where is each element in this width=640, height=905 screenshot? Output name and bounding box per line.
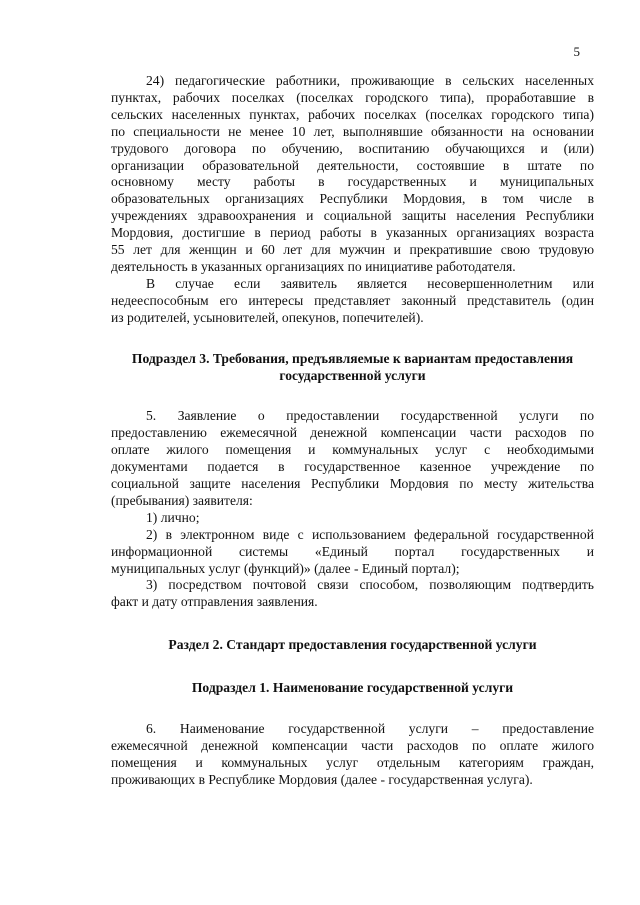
text-line: В случае если заявитель является несовершеннолетним или bbox=[146, 275, 594, 291]
text-line: (пребывания) заявителя: bbox=[111, 492, 253, 508]
text-line: деятельность в указанных организациях по инициативе работодателя. bbox=[111, 258, 516, 274]
text-line: сельских населенных пунктах, рабочих поселках (поселках городского типа) bbox=[111, 106, 594, 122]
text-line: из родителей, усыновителей, опекунов, попечителей). bbox=[111, 309, 424, 325]
heading-line: Подраздел 3. Требования, предъявляемые к вариантам предоставления bbox=[131, 350, 574, 366]
text-line: 6. Наименование государственной услуги – предоставление bbox=[146, 721, 594, 737]
text-line: организации образовательной деятельности, состоявшие в штате по bbox=[111, 157, 594, 173]
text-line: муниципальных услуг (функций)» (далее - Единый портал); bbox=[111, 560, 460, 576]
heading-line: государственной услуги bbox=[279, 367, 426, 383]
text-line: оплате жилого помещения и коммунальных услуг с необходимыми bbox=[111, 442, 594, 458]
text-line: документами подается в государственное казенное учреждение по bbox=[111, 459, 594, 475]
text-line: Мордовия, достигшие в период работы в указанных организациях возраста bbox=[111, 225, 594, 241]
text-line: помещения и коммунальных услуг отдельным категориям граждан, bbox=[111, 754, 594, 770]
subsection-1-heading: Подраздел 1. Наименование государственной услуги bbox=[191, 680, 514, 696]
text-line: 5. Заявление о предоставлении государственной услуги по bbox=[146, 408, 594, 424]
page-content bbox=[111, 73, 594, 789]
paragraph-legal-representative bbox=[111, 276, 594, 327]
text-line: 24) педагогические работники, проживающие в сельских населенных bbox=[146, 73, 594, 88]
text-line: ежемесячной денежной компенсации части расходов по оплате жилого bbox=[111, 738, 594, 753]
text-line: 1) лично; bbox=[146, 509, 200, 525]
text-line: основному месту работы в государственных и муниципальных bbox=[111, 174, 594, 190]
text-line: образовательных организациях Республики Мордовия, в том числе в bbox=[111, 191, 594, 207]
text-line: социальной защите населения Республики Мордовия по месту жительства bbox=[111, 476, 594, 492]
page-number: 5 bbox=[573, 44, 580, 59]
text-line: 2) в электронном виде с использованием федеральной государственной bbox=[146, 526, 594, 542]
list-item-2 bbox=[111, 527, 594, 578]
text-line: учреждениях здравоохранения и социальной защиты населения Республики bbox=[111, 208, 594, 224]
section-2-heading: Раздел 2. Стандарт предоставления государственной услуги bbox=[168, 637, 537, 653]
text-line: информационной системы «Единый портал государственных и bbox=[111, 543, 594, 559]
text-line: недееспособным его интересы представляет законный представитель (один bbox=[111, 292, 594, 308]
text-line: предоставлению ежемесячной денежной компенсации части расходов по bbox=[111, 425, 594, 441]
subsection-3-heading bbox=[111, 351, 594, 385]
paragraph-6 bbox=[111, 721, 594, 789]
text-line: пунктах, рабочих поселках (поселках городского типа), проработавшие в bbox=[111, 89, 594, 105]
text-line: 55 лет для женщин и 60 лет для мужчин и прекратившие свою трудовую bbox=[111, 242, 594, 258]
list-item-1 bbox=[111, 510, 594, 527]
list-item-3 bbox=[111, 577, 594, 611]
text-line: факт и дату отправления заявления. bbox=[111, 594, 318, 610]
text-line: проживающих в Республике Мордовия (далее - государственная услуга). bbox=[111, 771, 533, 787]
text-line: 3) посредством почтовой связи способом, позволяющим подтвердить bbox=[146, 577, 594, 593]
text-line: по специальности не менее 10 лет, выполнявшие обязанности на основании bbox=[111, 123, 594, 139]
text-line: трудового договора по обучению, воспитанию обучающихся и (или) bbox=[111, 140, 594, 156]
paragraph-5 bbox=[111, 408, 594, 509]
paragraph-item-24 bbox=[111, 73, 594, 276]
